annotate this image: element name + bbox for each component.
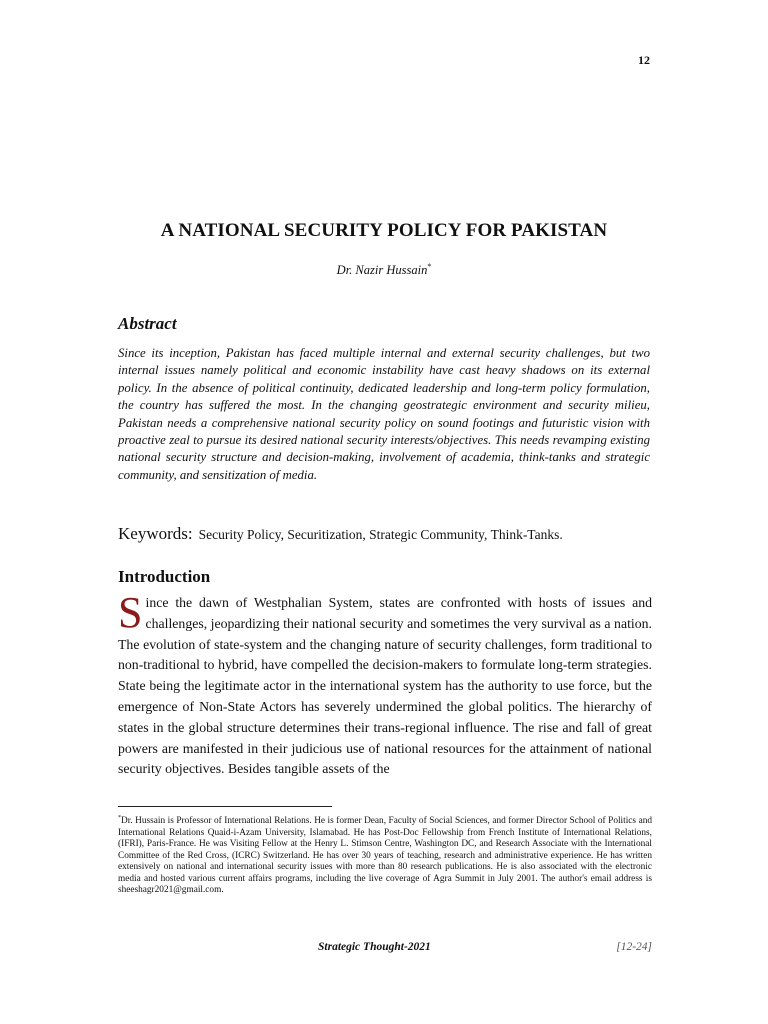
article-title: A NATIONAL SECURITY POLICY FOR PAKISTAN: [160, 220, 608, 241]
footnote-divider: [118, 806, 332, 807]
introduction-text: ince the dawn of Westphalian System, states are confronted with hosts of issues and challenges, jeopardizing their national security and sometimes the very survival as a nation. The evolution of state-system and the changing nature of security challenges, form traditional to non-traditional to hybrid, have compelled the decision-makers to formulate long-term strategies. State being the legitimate actor in the international system has the authority to use force, but the emergence of Non-State Actors has severely undermined the global politics. The hierarchy of states in the global structure determines their trans-regional influence. The rise and fall of great powers are manifested in their judicious use of national resources for the attainment of national security objectives. Besides tangible assets of the: [118, 595, 652, 777]
footnote-text: Dr. Hussain is Professor of International Relations. He is former Dean, Faculty of Social Sciences, and former Director School of Politics and International Relations Quaid-i-Azam University, Islamabad. He has Post-Doc Fellowship from French Institute of International Relations, (IFRI), Paris-France. He was Visiting Fellow at the Henry L. Stimson Centre, Washington DC, and Research Associate with the International Committee of the Red Cross, (ICRC) Switzerland. He has over 30 years of teaching, research and administrative experience. He has written extensively on national and international security issues with more than 80 research publications. He is also associated with the electronic media and hosted various current affairs programs, including the live coverage of Agra Summit in July 2001. The author's email address is sheeshagr2021@gmail.com.: [118, 816, 652, 896]
abstract-body: Since its inception, Pakistan has faced multiple internal and external security challenges, but two internal issues namely political and economic instability have cast heavy shadows on its external policy. In the absence of political continuity, dedicated leadership and long-term policy formulation, the country has suffered the most. In the changing geostrategic environment and security milieu, Pakistan needs a comprehensive national security policy on sound footings and futuristic vision with proactive zeal to pursue its desired national security interests/objectives. This needs revamping existing national security structure and decision-making, involvement of academia, think-tanks and strategic community, and sensitization of media.: [118, 346, 650, 482]
page-range: [12-24]: [616, 941, 652, 953]
author-line: [0, 262, 768, 278]
author-footnote-mark: *: [427, 262, 432, 271]
drop-cap: S: [118, 588, 143, 637]
author-name: Dr. Nazir Hussain: [336, 263, 428, 278]
introduction-body: [118, 588, 652, 780]
abstract-heading: Abstract: [118, 314, 177, 333]
page-number: 12: [638, 53, 650, 67]
keywords-label: Keywords:: [118, 524, 193, 543]
keywords-list: Security Policy, Securitization, Strategic Community, Think-Tanks.: [198, 527, 563, 542]
footnote-mark: *: [118, 815, 121, 821]
journal-name: Strategic Thought-2021: [318, 941, 431, 953]
introduction-heading: Introduction: [118, 567, 211, 586]
author-footnote: [118, 813, 652, 897]
keywords-line: [118, 524, 678, 544]
